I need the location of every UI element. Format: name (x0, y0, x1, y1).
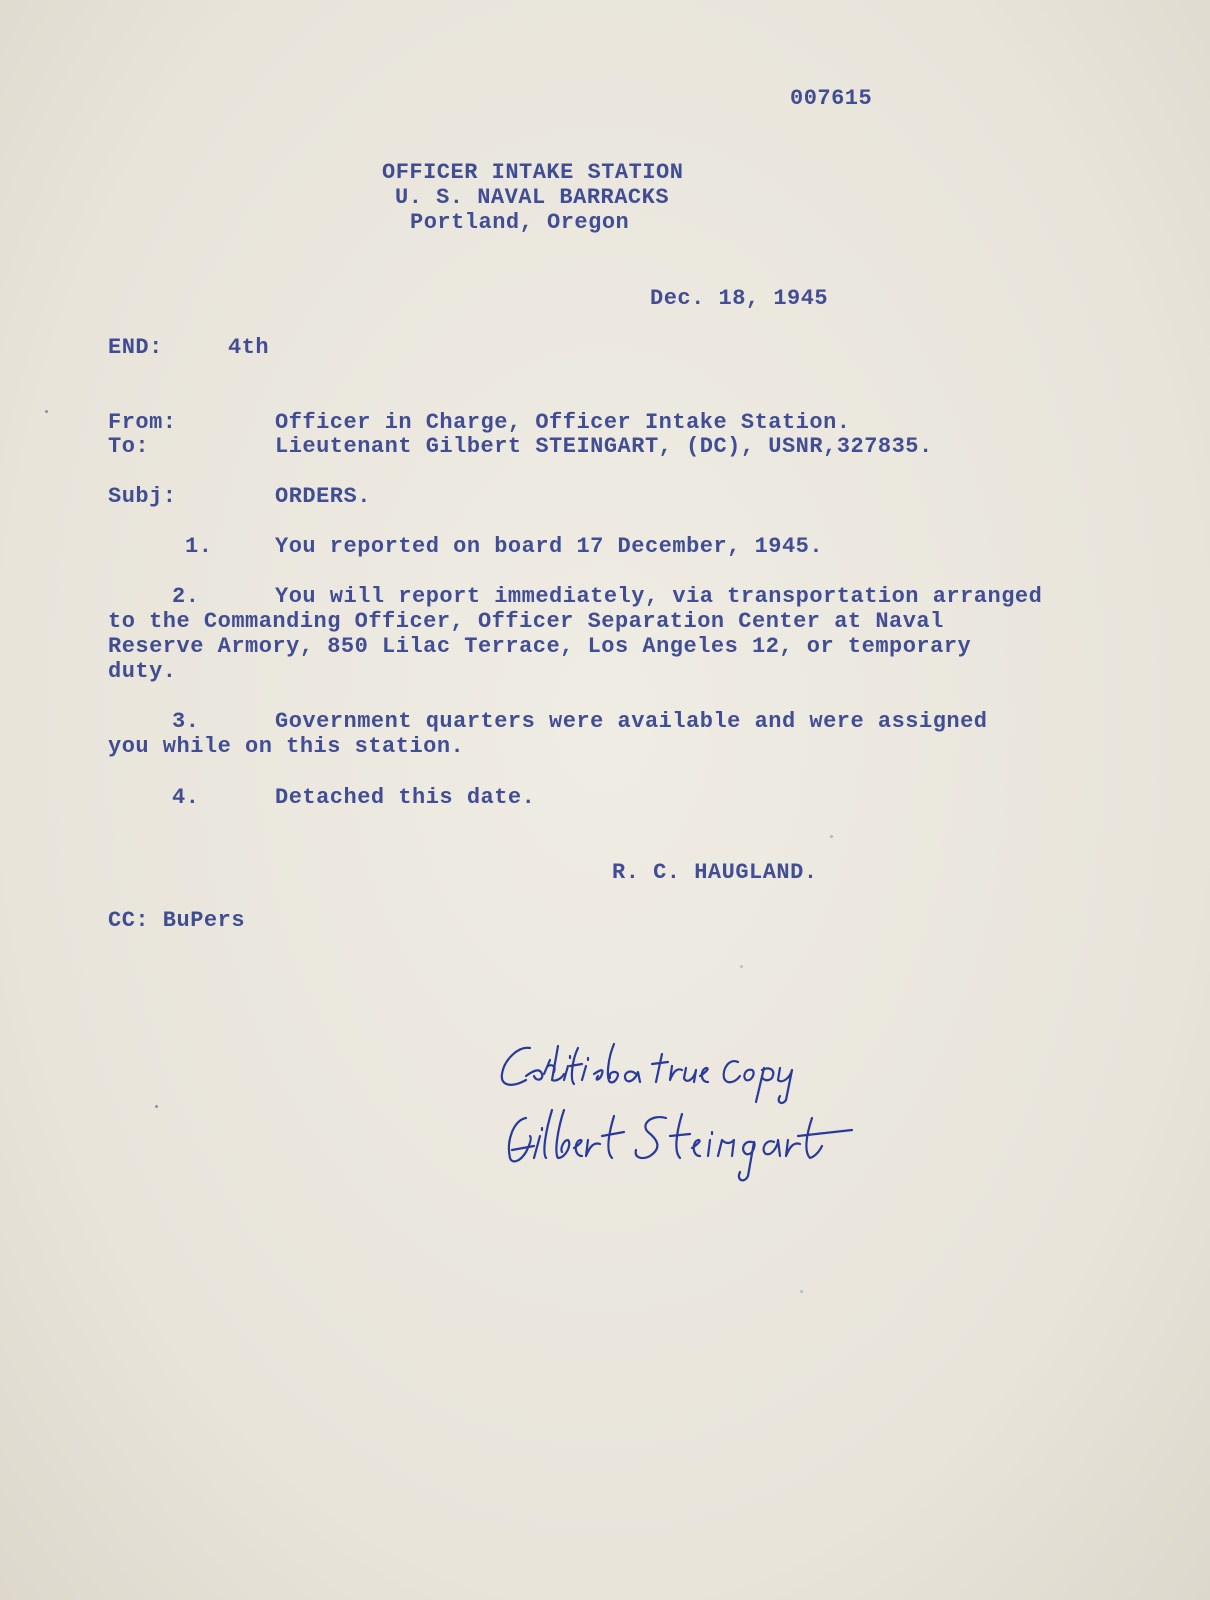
cc-line: CC: BuPers (108, 908, 246, 933)
from-label: From: (108, 410, 177, 435)
subject-label: Subj: (108, 484, 177, 509)
paper-speck (740, 965, 743, 968)
from-value: Officer in Charge, Officer Intake Station. (275, 410, 851, 435)
paper-speck (155, 1105, 158, 1108)
paragraph-line: Detached this date. (275, 785, 536, 810)
to-value: Lieutenant Gilbert STEINGART, (DC), USNR,327835. (275, 434, 933, 459)
to-label: To: (108, 434, 150, 459)
endorsement-value: 4th (228, 335, 270, 360)
paragraph-line: You reported on board 17 December, 1945. (275, 534, 824, 559)
paragraph-line: Reserve Armory, 850 Lilac Terrace, Los Angeles 12, or temporary (108, 634, 972, 659)
paragraph-line: you while on this station. (108, 734, 465, 759)
paper-speck (45, 410, 48, 413)
paragraph-number: 4. (172, 785, 200, 810)
letterhead-line-2: U. S. NAVAL BARRACKS (395, 185, 670, 210)
letterhead-line-3: Portland, Oregon (410, 210, 630, 235)
paragraph-line: Government quarters were available and were assigned (275, 709, 988, 734)
letterhead-line-1: OFFICER INTAKE STATION (382, 160, 684, 185)
paper-speck (830, 835, 833, 838)
document-date: Dec. 18, 1945 (650, 286, 829, 311)
endorsement-label: END: (108, 335, 163, 360)
paragraph-number: 3. (172, 709, 200, 734)
subject-value: ORDERS. (275, 484, 371, 509)
signer-name: R. C. HAUGLAND. (612, 860, 818, 885)
paper-speck (800, 1290, 803, 1293)
paragraph-line: duty. (108, 659, 177, 684)
document-number: 007615 (790, 86, 873, 111)
paragraph-number: 2. (172, 584, 200, 609)
paragraph-line: to the Commanding Officer, Officer Separation Center at Naval (108, 609, 944, 634)
paragraph-number: 1. (185, 534, 213, 559)
paragraph-line: You will report immediately, via transportation arranged (275, 584, 1043, 609)
handwritten-signature (490, 1040, 880, 1210)
